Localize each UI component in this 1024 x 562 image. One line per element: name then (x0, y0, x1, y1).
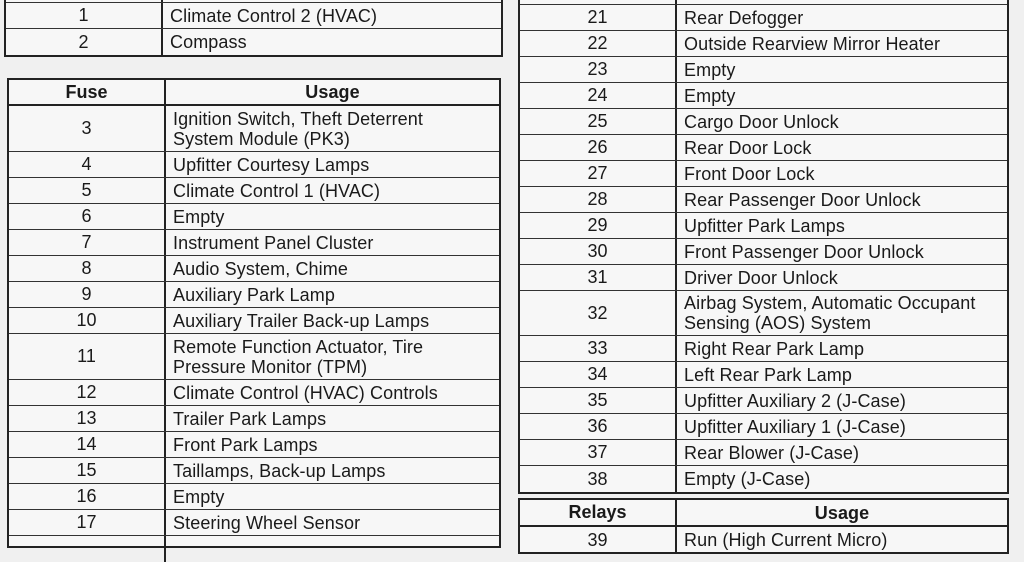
usage-cell: Right Rear Park Lamp (684, 338, 865, 359)
table-row (520, 57, 1007, 83)
usage-cell: Steering Wheel Sensor (173, 512, 361, 533)
fuse-number-cell: 24 (520, 83, 677, 108)
table-header (9, 80, 499, 106)
header-usage: Usage (305, 82, 360, 102)
usage-cell: Empty (J-Case) (684, 469, 811, 489)
table-row (520, 5, 1007, 31)
table-row (520, 31, 1007, 57)
fuse-number-cell: 22 (520, 31, 677, 56)
usage-cell: Front Passenger Door Unlock (684, 241, 924, 262)
table-row (9, 510, 499, 536)
fuse-number-cell: 7 (9, 230, 166, 255)
table-row (520, 336, 1007, 362)
fuse-number-cell (9, 536, 166, 562)
usage-cell: Empty (684, 59, 736, 80)
fuse-number-cell: 37 (520, 440, 677, 465)
table-row (9, 536, 499, 562)
usage-cell: Audio System, Chime (173, 258, 348, 279)
table-row (9, 152, 499, 178)
fuse-number-cell: 21 (520, 5, 677, 30)
fuse-number-cell: 15 (9, 458, 166, 483)
table-row (9, 178, 499, 204)
fuse-number-cell: 36 (520, 414, 677, 439)
table-row (9, 380, 499, 406)
fuse-table-top-left (4, 0, 503, 57)
usage-cell: Climate Control 1 (HVAC) (173, 180, 381, 201)
table-row (9, 458, 499, 484)
fuse-number-cell: 5 (9, 178, 166, 203)
usage-cell: Empty (173, 206, 225, 227)
table-row (520, 440, 1007, 466)
table-row (9, 256, 499, 282)
header-usage: Usage (814, 502, 870, 523)
fuse-table-left (7, 78, 501, 548)
table-row (520, 239, 1007, 265)
fuse-number-cell: 23 (520, 57, 677, 82)
table-row (520, 83, 1007, 109)
fuse-number-cell: 12 (9, 380, 166, 405)
table-row (6, 29, 501, 55)
table-row (520, 388, 1007, 414)
fuse-number-cell: 16 (9, 484, 166, 509)
fuse-number-cell: 31 (520, 265, 677, 290)
table-header (520, 500, 1007, 527)
fuse-number-cell: 9 (9, 282, 166, 307)
fuse-number-cell: 6 (9, 204, 166, 229)
header-fuse: Fuse (9, 80, 166, 104)
usage-cell: Empty (173, 486, 225, 507)
header-relays: Relays (520, 500, 677, 525)
usage-cell: Front Door Lock (684, 163, 815, 184)
usage-cell: Rear Passenger Door Unlock (684, 189, 921, 210)
fuse-number-cell: 25 (520, 109, 677, 134)
table-row (520, 527, 1007, 553)
fuse-number-cell: 33 (520, 336, 677, 361)
usage-cell: Run (High Current Micro) (684, 530, 888, 550)
usage-cell: Trailer Park Lamps (173, 408, 327, 429)
usage-cell (677, 0, 684, 4)
fuse-number-cell: 1 (6, 3, 163, 28)
table-row (9, 406, 499, 432)
fuse-number-cell: 11 (9, 334, 166, 379)
table-row (9, 106, 499, 152)
fuse-number-cell: 34 (520, 362, 677, 387)
relay-number-cell: 39 (520, 527, 677, 553)
usage-cell: Rear Blower (J-Case) (684, 442, 860, 463)
table-row (9, 282, 499, 308)
table-row (520, 187, 1007, 213)
usage-cell: Driver Door Unlock (684, 267, 838, 288)
usage-cell: Upfitter Park Lamps (684, 215, 845, 236)
fuse-number-cell: 2 (6, 29, 163, 55)
fuse-number-cell (520, 0, 677, 4)
usage-cell: Taillamps, Back-up Lamps (173, 460, 386, 481)
usage-cell: Upfitter Auxiliary 1 (J-Case) (684, 416, 906, 437)
fuse-table-right (518, 0, 1009, 494)
fuse-number-cell: 4 (9, 152, 166, 177)
usage-cell: Climate Control (HVAC) Controls (173, 382, 438, 403)
table-row (520, 109, 1007, 135)
table-row (9, 308, 499, 334)
fuse-number-cell: 38 (520, 466, 677, 492)
usage-cell: Upfitter Courtesy Lamps (173, 154, 370, 175)
usage-cell: Empty (684, 85, 736, 106)
relays-table (518, 498, 1009, 554)
table-row (9, 334, 499, 380)
usage-cell: Remote Function Actuator, Tire Pressure Monitor (TPM) (173, 336, 424, 377)
table-row (9, 432, 499, 458)
fuse-number-cell: 29 (520, 213, 677, 238)
table-row (9, 204, 499, 230)
table-row (9, 484, 499, 510)
table-row (520, 265, 1007, 291)
usage-cell: Ignition Switch, Theft Deterrent System Module (PK3) (173, 108, 423, 149)
table-row (520, 291, 1007, 336)
fuse-number-cell: 14 (9, 432, 166, 457)
usage-cell: Upfitter Auxiliary 2 (J-Case) (684, 390, 906, 411)
usage-cell: Rear Door Lock (684, 137, 812, 158)
fuse-number-cell: 28 (520, 187, 677, 212)
table-row (520, 213, 1007, 239)
table-row (520, 362, 1007, 388)
fuse-number-cell: 10 (9, 308, 166, 333)
table-row (9, 230, 499, 256)
fuse-number-cell: 26 (520, 135, 677, 160)
fuse-number-cell: 17 (9, 510, 166, 535)
usage-cell: Auxiliary Trailer Back-up Lamps (173, 310, 430, 331)
usage-cell: Left Rear Park Lamp (684, 364, 852, 385)
fuse-number-cell (6, 0, 163, 2)
usage-cell: Airbag System, Automatic Occupant Sensing (AOS) System (684, 293, 976, 333)
table-row (520, 135, 1007, 161)
usage-cell: Cargo Door Unlock (684, 111, 839, 132)
fuse-number-cell: 8 (9, 256, 166, 281)
usage-cell: Auxiliary Park Lamp (173, 284, 335, 305)
table-row (520, 161, 1007, 187)
table-row (520, 466, 1007, 492)
usage-cell (163, 0, 170, 2)
usage-cell: Front Park Lamps (173, 434, 318, 455)
table-row (6, 3, 501, 29)
usage-cell: Compass (170, 32, 247, 52)
usage-cell: Rear Defogger (684, 7, 804, 28)
table-row (520, 414, 1007, 440)
fuse-number-cell: 35 (520, 388, 677, 413)
fuse-number-cell: 13 (9, 406, 166, 431)
usage-cell (166, 536, 173, 562)
usage-cell: Climate Control 2 (HVAC) (170, 5, 378, 26)
fuse-number-cell: 32 (520, 291, 677, 335)
fuse-number-cell: 3 (9, 106, 166, 151)
usage-cell: Outside Rearview Mirror Heater (684, 33, 941, 54)
fuse-number-cell: 30 (520, 239, 677, 264)
fuse-number-cell: 27 (520, 161, 677, 186)
usage-cell: Instrument Panel Cluster (173, 232, 374, 253)
